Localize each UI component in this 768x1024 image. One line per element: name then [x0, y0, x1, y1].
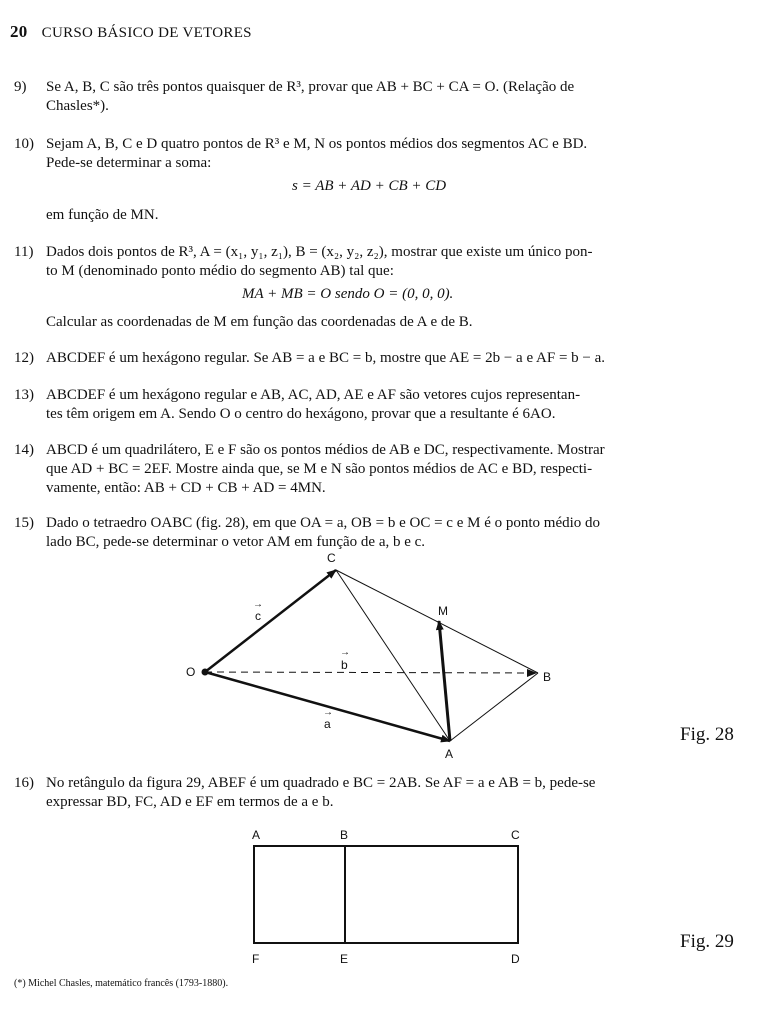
problem-16 — [14, 774, 746, 812]
vector-oc — [205, 570, 336, 672]
problem-text: ABCDEF é um hexágono regular e AB, AC, AD, AE e AF são vetores cujos representan- — [46, 387, 581, 403]
label-b: B — [340, 828, 349, 842]
running-title: CURSO BÁSICO DE VETORES — [41, 25, 252, 41]
figure-28-caption: Fig. 28 — [680, 724, 734, 745]
arrow-c-mark: → — [253, 599, 263, 610]
problem-number: 10) — [14, 136, 34, 152]
problem-number: 9) — [14, 79, 27, 95]
edge-ab — [450, 673, 538, 741]
label-e: E — [340, 952, 349, 966]
problem-13 — [14, 386, 746, 424]
rectangle-acdf — [254, 846, 518, 943]
arrow-a-mark: → — [323, 707, 333, 718]
problem-text: lado BC, pede-se determinar o vetor AM em função de a, b e c. — [46, 534, 426, 550]
problem-10-after — [14, 206, 746, 225]
edge-ca — [336, 570, 450, 741]
arrow-b-mark: → — [340, 647, 350, 658]
problem-text: Dados dois pontos de R³, A = (x₁, y₁, z₁), B = (x₂, y₂, z₂), mostrar que existe um único pon- — [46, 244, 593, 260]
edge-cb — [336, 570, 538, 673]
problem-text: tes têm origem em A. Sendo O o centro do hexágono, provar que a resultante é 6AO. — [46, 406, 556, 422]
label-d: D — [511, 952, 520, 966]
problem-number: 13) — [14, 387, 34, 403]
problem-text: expressar BD, FC, AD e EF em termos de a e b. — [46, 794, 334, 810]
label-f: F — [252, 952, 260, 966]
formula: s = AB + AD + CB + CD — [292, 178, 447, 194]
label-c: C — [327, 551, 336, 565]
label-m: M — [438, 604, 448, 618]
formula: MA + MB = O sendo O = (0, 0, 0). — [242, 286, 454, 302]
problem-text: Calcular as coordenadas de M em função das coordenadas de A e de B. — [46, 314, 473, 330]
label-b: B — [543, 670, 552, 684]
footnote: (*) Michel Chasles, matemático francês (1793-1880). — [14, 978, 229, 989]
point-o — [202, 669, 209, 676]
problem-14 — [14, 441, 746, 498]
page-header — [10, 22, 252, 42]
problem-11 — [14, 243, 746, 281]
problem-9 — [14, 78, 746, 116]
label-o: O — [186, 665, 196, 679]
problem-10 — [14, 135, 746, 173]
label-vec-a: a — [324, 717, 331, 731]
problem-text: Sejam A, B, C e D quatro pontos de R³ e M, N os pontos médios dos segmentos AC e BD. — [46, 136, 588, 152]
vector-am — [439, 621, 450, 741]
problem-number: 12) — [14, 350, 34, 366]
problem-text: em função de MN. — [46, 207, 159, 223]
problem-text: Se A, B, C são três pontos quaisquer de R³, provar que AB + BC + CA = O. (Relação de — [46, 79, 575, 95]
problem-text: to M (denominado ponto médio do segmento AB) tal que: — [46, 263, 394, 279]
label-a: A — [445, 747, 454, 761]
problem-text: que AD + BC = 2EF. Mostre ainda que, se M e N são pontos médios de AC e BD, respecti- — [46, 461, 593, 477]
problem-12 — [14, 349, 746, 368]
problem-text: Chasles*). — [46, 98, 109, 114]
problem-15 — [14, 514, 746, 552]
label-a: A — [252, 828, 261, 842]
label-vec-c: c — [255, 609, 261, 623]
problem-text: vamente, então: AB + CD + CB + AD = 4MN. — [46, 480, 326, 496]
label-c: C — [511, 828, 520, 842]
problem-11-after — [14, 313, 746, 332]
problem-text: Pede-se determinar a soma: — [46, 155, 212, 171]
problem-text: ABCD é um quadrilátero, E e F são os pontos médios de AB e DC, respectivamente. Mostrar — [46, 442, 605, 458]
vector-ob — [205, 672, 536, 673]
label-vec-b: b — [341, 658, 348, 672]
figure-28 — [0, 551, 768, 775]
problem-number: 14) — [14, 442, 34, 458]
figure-29-caption: Fig. 29 — [680, 931, 734, 952]
problem-text: Dado o tetraedro OABC (fig. 28), em que OA = a, OB = b e OC = c e M é o ponto médio do — [46, 515, 601, 531]
problem-number: 16) — [14, 775, 34, 791]
problem-text: No retângulo da figura 29, ABEF é um quadrado e BC = 2AB. Se AF = a e AB = b, pede-se — [46, 775, 596, 791]
problem-text: ABCDEF é um hexágono regular. Se AB = a e BC = b, mostre que AE = 2b − a e AF = b − a. — [46, 350, 606, 366]
figure-29 — [0, 825, 768, 966]
problem-number: 11) — [14, 244, 34, 260]
problem-number: 15) — [14, 515, 34, 531]
page-number: 20 — [10, 22, 28, 41]
